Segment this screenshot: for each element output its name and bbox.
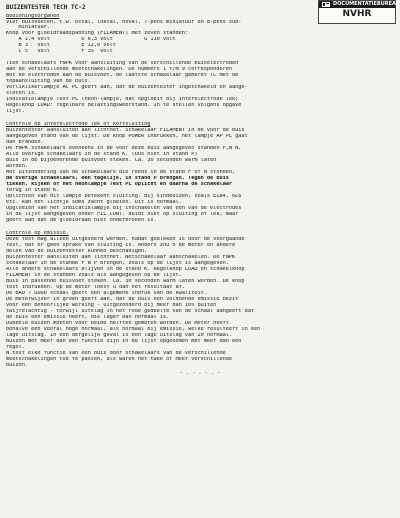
controls-line: Indicatielampje Test PL (neon-lampje, dat opgloeit bij interelectrode lek) [6,97,239,102]
leak-test-line: De FNPK schakelaars eveneens in de voor deze buis aangegeven standen F,N N, [6,146,242,151]
leak-test-line: Opgloeien van het indicatielampje bij inschakelen van een van de electrodes [6,206,242,211]
emission-line: De BAD ? GOOD schaal geeft een algemene indruk van de kwaliteit. [6,291,207,296]
leak-test-line: geeft aan dat de gloeidraad niet onderbroken is. [6,218,157,223]
leak-test-line: de overige schakelaars, één tegelijk, in stand P brengen. Tegen de buis [6,176,229,181]
controls-line: miniatuur. [6,25,50,30]
leak-test-line: etc. kan het lichtje soms zacht gloeien. Dit is normaal. [6,200,182,205]
emission-line: N test elke functie van een buis door schakelaars van de verschillende [6,351,226,356]
leak-test-line: dan branden. [6,140,44,145]
emission-line: meetschakelingen toe te passen, als waren het twee of meer verschillende [6,357,233,362]
document-title: BUIZENTESTER TECH TC-2 [6,4,86,11]
leak-test-line: Buizentester aansluiten aan lichtnet. Schakelaar FILAMENT in de voor de buis [6,128,245,133]
leak-test-line: Alle overige schakelaars in de stand K. (Dus niet in stand P) [6,152,198,157]
controls-line: sloten is. [6,91,38,96]
controls-line: topaansluiting van de buis. [6,79,91,84]
controls-line: C 5 volt F 35 volt [6,49,113,54]
emission-line: twijfelachtig - terwijl uitslag in het rode gedeelte van de schaal aangeeft dat [6,309,254,314]
emission-line: de buis een emissie heeft, die lager dan normaal is. [6,315,170,320]
emission-line: test indrukken. Op de meter loest u dan het resultaat af. [6,285,185,290]
controls-line: lijst. [6,109,25,114]
leak-test-line: Oplichten van dit lampje betekent sluiting. Bij sindbuizen, zoals EL84, 6L6 [6,194,242,199]
emission-line: Buis in passende buisvoet steken. Ca. 30 seconden warm laten worden. De knop [6,279,245,284]
leak-test-line: tikken, kijken of het neonlampje Test PL oplicht en daarna de schakelaar [6,182,233,187]
emission-line: lage uitslag. In een dergelijk geval is een lage uitslag van 20 normaal. [6,333,233,338]
emission-line: buizen. [6,363,28,368]
leak-test-line: worden. [6,164,28,169]
section-heading-emission: Controle op emissie. [6,231,69,236]
emission-line: Alle andere schakelaars blijven in de stand K. Regelknop LOAD en schakelknop [6,267,245,272]
emission-line: test, dat er geen sprake van sluiting is. Anders zou o de meter en andere [6,243,236,248]
footer-mark: - . - . - . - [179,371,221,376]
controls-line: B 3 volt E 12,6 volt [6,43,116,48]
emission-line: delen van de buizentester kunnen beschadigen. [6,249,148,254]
leak-test-line: Buis in de bijbehorende buisvoet steken. Ca. 30 seconden warm laten [6,158,217,163]
section-heading-leak-test: Controle op interelectrode lek of kortsluiting [6,122,151,127]
controls-line: Tien schakelaars FNPK voor aansluiting van de verschillende buiselectroden [6,61,239,66]
controls-line: Vier buisvoeten, t.w. octal, loktal, noval, 7-pens miniatuur en 8-pens sub- [6,20,242,25]
leak-test-line: aangegeven stand van de lijst. De knop POWER indrukken, het lampje AP PL gaat [6,134,248,139]
controls-line: A 1,4 volt D 6,3 volt G 110 volt [6,37,176,42]
emission-line: behalve een vooral hoge normaal, als normaal bij emissie, welke resulteert in een [6,327,261,332]
emission-line: regel. [6,345,25,350]
stamp-label: DOCUMENTATIEBUREAU [319,1,395,8]
controls-line: Regelknop LOAD: regelbare belastingsweerstand. In te stellen volgens opgave [6,103,242,108]
emission-line: Deze test mag alleen uitgevoerd worden, nadat gebleken is door de voorgaande [6,237,245,242]
controls-line: Knop voor gloeidraadspanning (FILAMENT) met zeven standen: [6,31,189,36]
stamp-org: NVHR [342,9,372,19]
emission-line: FILAMENT in de standen zoals als aangegeven op de lijst. [6,273,182,278]
leak-test-line: Met uitzondering van de schakelaars die reeds in de stand F of N stonden, [6,170,236,175]
leak-test-line: terug in stand K. [6,188,60,193]
emission-line: De meterwijzer in groen geeft aan, dat de buis een voldoende emissie bezit [6,297,239,302]
controls-line: aan de verschillende meetschakelingen. De nummers 1 t/m 9 corresponderen [6,67,233,72]
section-heading-controls: Bedieningsorganen [6,14,60,19]
emission-line: Dubbele buizen moeten voor beide helften gemeten worden. De meter heeft [6,321,229,326]
emission-line: voor een behoorlijke werking - uitgezonderd bij meer dan 10% buiten [6,303,217,308]
stamp-logo-icon [322,2,330,7]
controls-line: met de electroden aan de buisvoet, de laatste schakelaar gemerkt TC met de [6,73,239,78]
leak-test-line: in de lijst aangegeven onder FIL.CONT. duidt niet op sluiting of lek, maar [6,212,239,217]
emission-line: Buizen met meer dan één functie zijn in de lijst opgenomen met meer dan één [6,339,242,344]
controls-line: Verliklikerlampje AC PL geeft aan, dat de buizentester ingeschakeld en aange- [6,85,248,90]
emission-line: Buizentester aansluiten aan lichtnet. Netschakelaar aanschakelen. De FNPK [6,255,236,260]
emission-line: schakelaar in de stande F N P brengen, zoals op de lijst is aangegeven. [6,261,229,266]
